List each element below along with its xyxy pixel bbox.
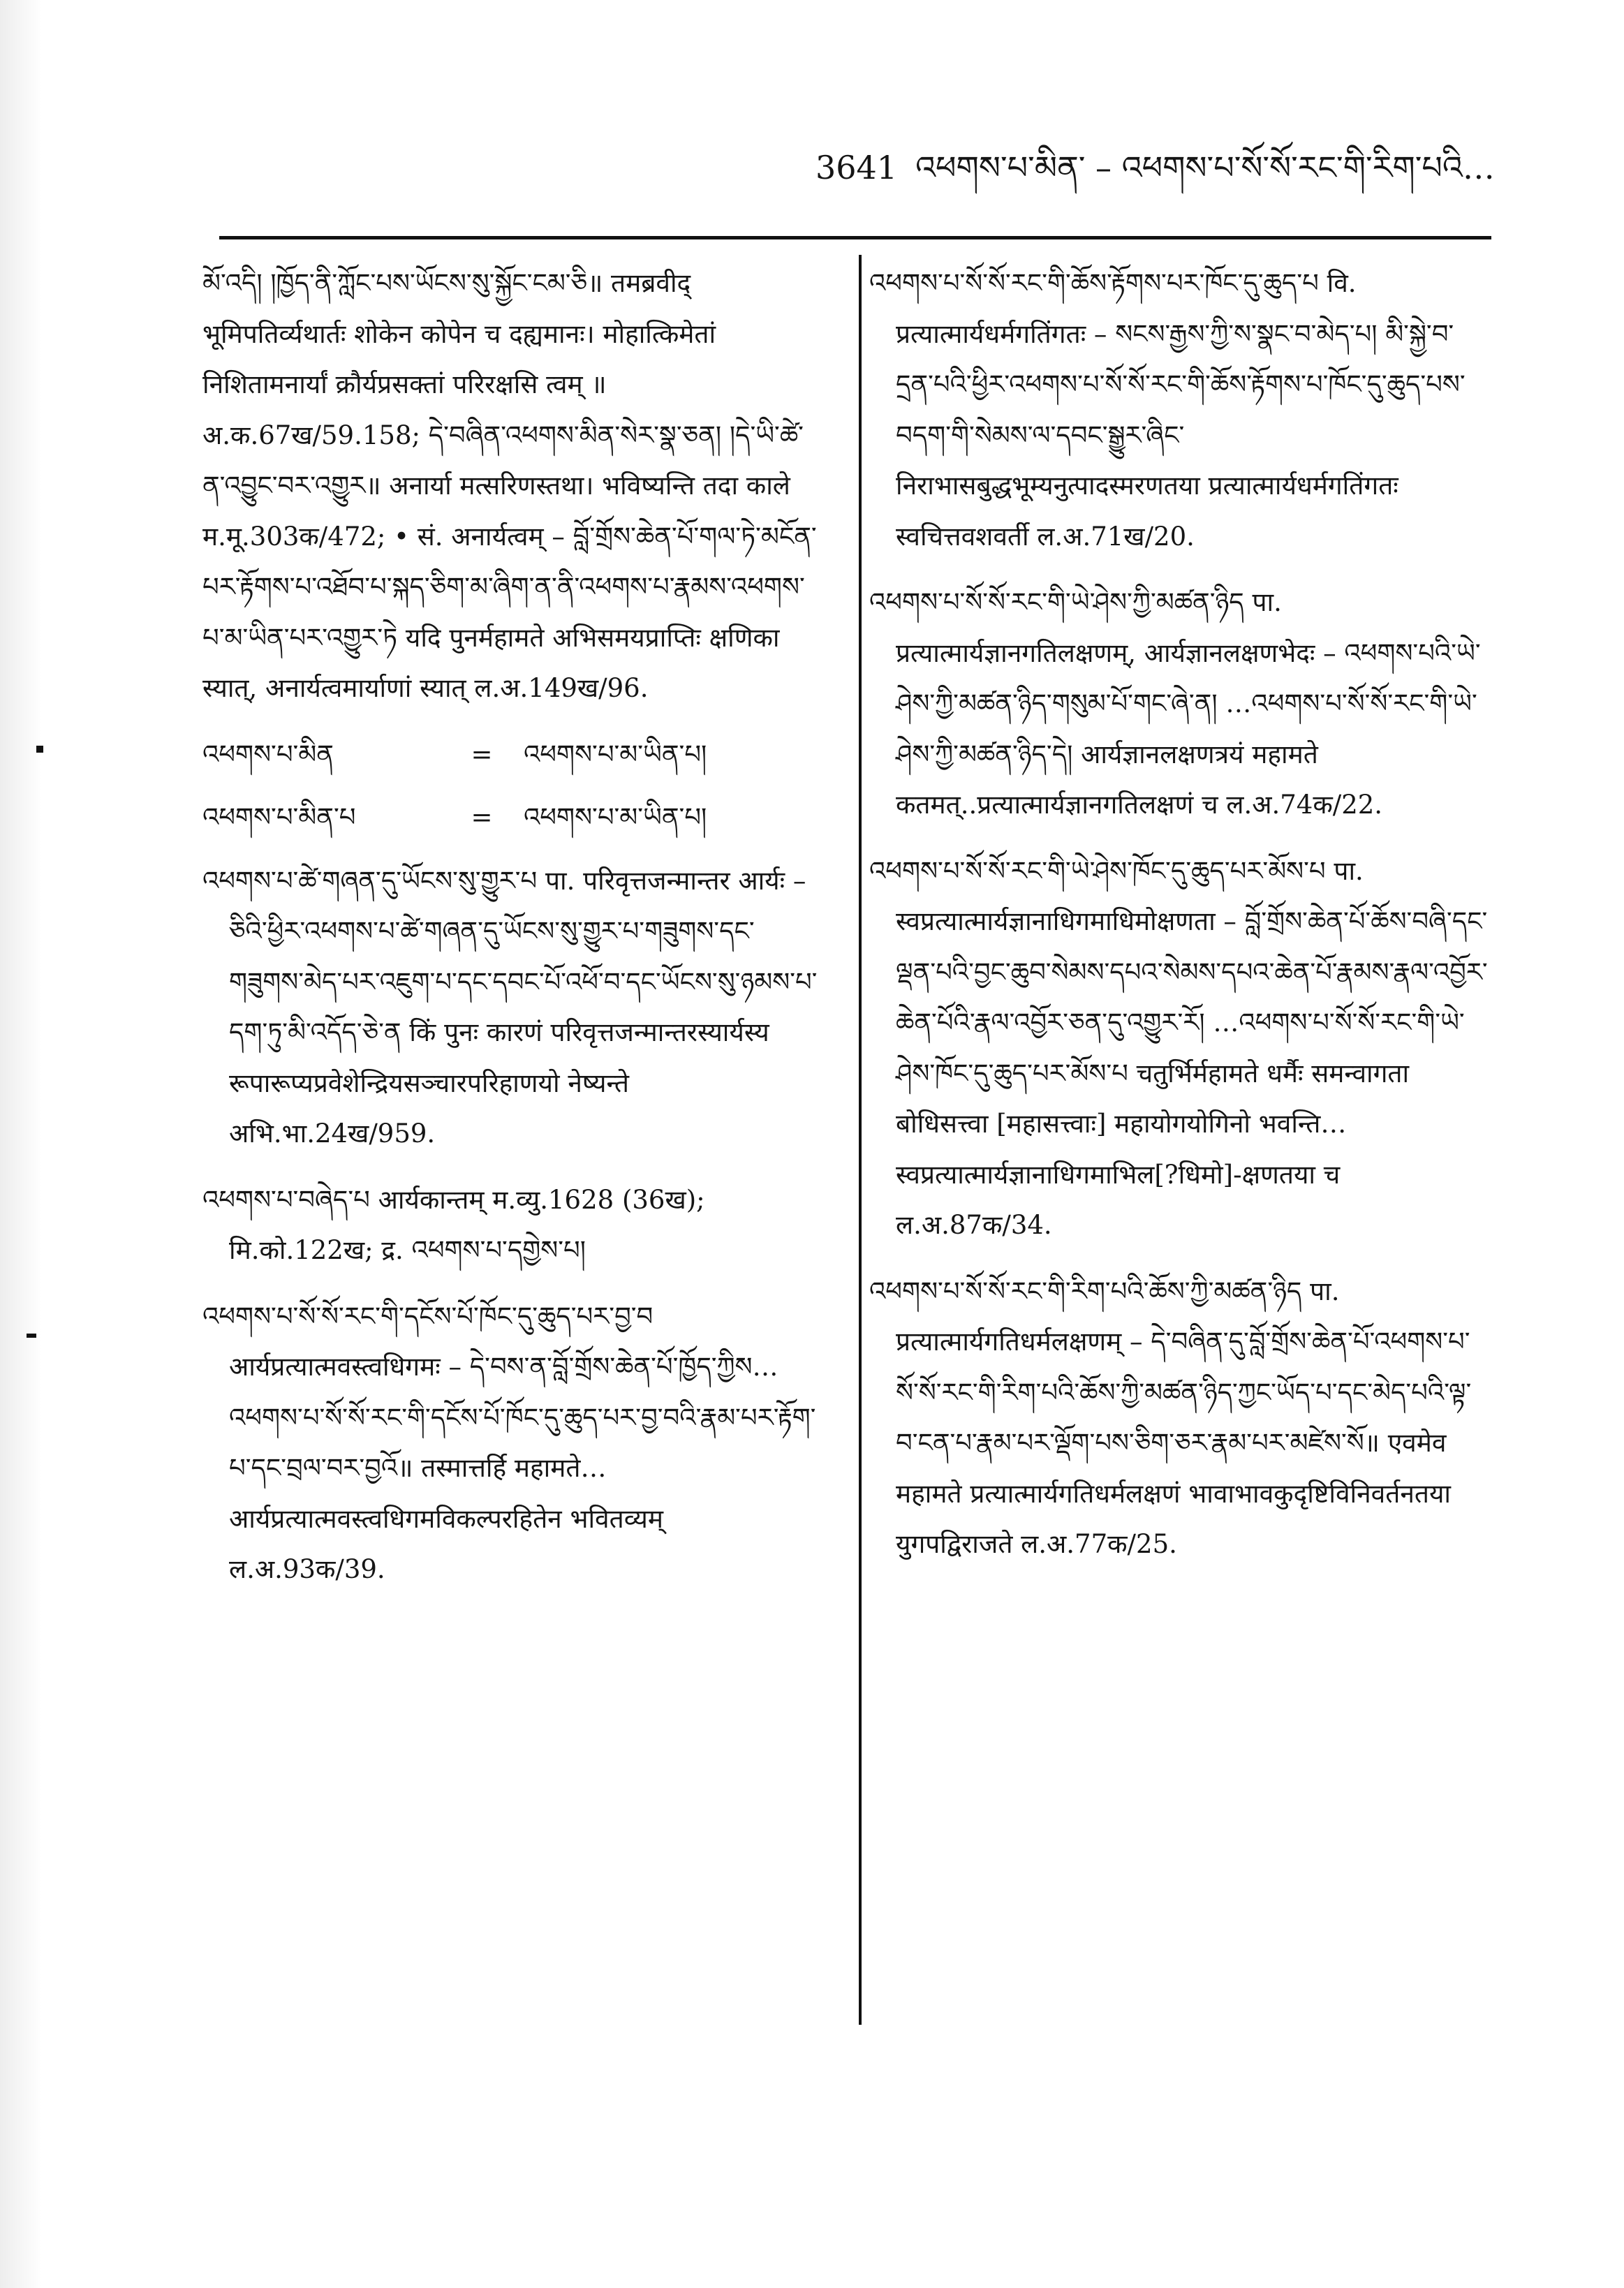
column-divider (859, 255, 862, 2025)
entry-headword: འཕགས་པ་ཚེ་གཞན་དུ་ཡོངས་སུ་གྱུར་པ (202, 865, 538, 896)
entry-headword: འཕགས་པ་སོ་སོ་རང་གི་ཡེ་ཤེས་ཁོང་དུ་ཆུད་པར་མོས་པ (869, 855, 1326, 886)
entry-definition: वि. प्रत्यात्मार्यधर्मगतिंगतः – སངས་རྒྱས་ཀྱི་ས་སྣང་བ་མེད་པ། མི་སྐྱེ་བ་དྲན་པའི་ཕྱིར་འཕགས་པ་སོ་སོ་རང་གི་ཆོས་རྟོགས་པ་ཁོང་དུ་ཆུད་པས་བདག་གི་སེམས་ལ་དབང་སྒྱུར་ཞིང་ निराभासबुद्धभूम्यनुत्पादस्मरणतया प्रत्यात्मार्यधर्मगतिंगतः स्वचित्तवशवर्ती ल.अ.71ख/20. (896, 268, 1466, 552)
dictionary-entry (202, 1292, 824, 1595)
left-column (202, 258, 824, 1611)
entry-definition: पा. प्रत्यात्मार्यज्ञानगतिलक्षणम्, आर्यज्ञानलक्षणभेदः – འཕགས་པའི་ཡེ་ཤེས་ཀྱི་མཚན་ཉིད་གསུམ་པོ་གང་ཞེ་ན། …འཕགས་པ་སོ་སོ་རང་གི་ཡེ་ཤེས་ཀྱི་མཚན་ཉིད་དེ། आर्यज्ञानलक्षणत्रयं महामते कतमत्..प्रत्यात्मार्यज्ञानगतिलक्षणं च ल.अ.74क/22. (896, 587, 1481, 820)
page-number: 3641 (815, 149, 898, 186)
entry-headword: འཕགས་པ་སོ་སོ་རང་གི་རིག་པའི་ཆོས་ཀྱི་མཚན་ཉིད (869, 1276, 1302, 1306)
running-title: འཕགས་པ་མིན་ – འཕགས་པ་སོ་སོ་རང་གི་རིག་པའི… (915, 149, 1495, 186)
dictionary-entry (869, 258, 1491, 562)
equals-sign: = (471, 802, 493, 832)
entry-headword: འཕགས་པ་སོ་སོ་རང་གི་དངོས་པོ་ཁོང་དུ་ཆུད་པར་བྱ་བ (202, 1301, 654, 1331)
dictionary-entry (202, 1175, 824, 1276)
dictionary-entry (869, 846, 1491, 1251)
entry-headword: འཕགས་པ་བཞེད་པ (202, 1184, 370, 1215)
dictionary-entry (869, 1267, 1491, 1570)
cross-reference (202, 792, 824, 843)
dictionary-entry (869, 577, 1491, 831)
entry-definition: पा. परिवृत्तजन्मान्तर आर्यः – ཅིའི་ཕྱིར་འཕགས་པ་ཚེ་གཞན་དུ་ཡོངས་སུ་གྱུར་པ་གཟུགས་དང་གཟུགས་མེད་པར་འཇུག་པ་དང་དབང་པོ་འཕོ་བ་དང་ཡོངས་སུ་ཉམས་པ་དག་ཏུ་མི་འདོད་ཅེ་ན किं पुनः कारणं परिवृत्तजन्मान्तरस्यार्यस्य रूपारूप्यप्रवेशेन्द्रियसञ्चारपरिहाणयो नेष्यन्ते अभि.भा.24ख/959. (229, 865, 818, 1149)
cross-ref-target: འཕགས་པ་མ་ཡིན་པ། (524, 802, 707, 832)
margin-mark (27, 1334, 36, 1338)
cross-reference (202, 730, 824, 781)
entry-definition: पा. स्वप्रत्यात्मार्यज्ञानाधिगमाधिमोक्षणता – བློ་གྲོས་ཆེན་པོ་ཆོས་བཞི་དང་ལྡན་པའི་བྱང་ཆུབ་སེམས་དཔའ་སེམས་དཔའ་ཆེན་པོ་རྣམས་རྣལ་འབྱོར་ཆེན་པོའི་རྣལ་འབྱོར་ཅན་དུ་འགྱུར་རོ། …འཕགས་པ་སོ་སོ་རང་གི་ཡེ་ཤེས་ཁོང་དུ་ཆུད་པར་མོས་པ चतुर्भिर्महामते धर्मैः समन्वागता बोधिसत्त्वा [महासत्त्वाः] महायोगयोगिनो भवन्ति…स्वप्रत्यात्मार्यज्ञानाधिगमाभिल[?धिमो]-क्षणतया च ल.अ.87क/34. (896, 855, 1488, 1240)
right-column (869, 258, 1491, 1586)
continued-entry: མོ་འདི། །ཁྱོད་ནི་ཀློང་པས་ཡོངས་སུ་སྐྱོང་ངམ་ཅི॥ तमब्रवीद् भूमिपतिर्व्यथार्तः शोकेन कोपेन च दह्यमानः। मोहात्किमेतां निशितामनार्यां क्रौर्यप्रसक्तां परिरक्षसि त्वम् ॥ अ.क.67ख/59.158; དེ་བཞིན་འཕགས་མིན་སེར་སྣ་ཅན། །དེ་ཡི་ཚེ་ན་འབྱུང་བར་འགྱུར॥ अनार्या मत्सरिणस्तथा। भविष्यन्ति तदा काले म.मू.303क/472; • सं. अनार्यत्वम् – བློ་གྲོས་ཆེན་པོ་གལ་ཏེ་མངོན་པར་རྟོགས་པ་འཐོབ་པ་སྐད་ཅིག་མ་ཞིག་ན་ནི་འཕགས་པ་རྣམས་འཕགས་པ་མ་ཡིན་པར་འགྱུར་ཏེ यदि पुनर्महामते अभिसमयप्राप्तिः क्षणिका स्यात्, अनार्यत्वमार्याणां स्यात् ल.अ.149ख/96. (202, 268, 817, 703)
margin-mark (36, 746, 43, 753)
page-header (815, 147, 1514, 189)
cross-ref-term: འཕགས་པ་མིན (202, 739, 334, 769)
equals-sign: = (471, 739, 493, 769)
entry-definition: आर्यकान्तम् म.व्यु.1628 (36ख); मि.को.122ख; द्र. འཕགས་པ་དགྱེས་པ། (229, 1184, 705, 1265)
entry-definition: पा. प्रत्यात्मार्यगतिधर्मलक्षणम् – དེ་བཞིན་དུ་བློ་གྲོས་ཆེན་པོ་འཕགས་པ་སོ་སོ་རང་གི་རིག་པའི་ཆོས་ཀྱི་མཚན་ཉིད་ཀྱང་ཡོད་པ་དང་མེད་པའི་ལྟ་བ་ངན་པ་རྣམ་པར་ལྡོག་པས་ཅིག་ཅར་རྣམ་པར་མཛེས་སོ॥ एवमेव महामते प्रत्यात्मार्यगतिधर्मलक्षणं भावाभावकुदृष्टिविनिवर्तनतया युगपद्विराजते ल.अ.77क/25. (896, 1276, 1472, 1559)
header-rule (219, 236, 1491, 239)
cross-ref-term: འཕགས་པ་མིན་པ (202, 802, 356, 832)
dictionary-entry (202, 856, 824, 1160)
entry-definition: आर्यप्रत्यात्मवस्त्वधिगमः – དེ་བས་ན་བློ་གྲོས་ཆེན་པོ་ཁྱོད་ཀྱིས…འཕགས་པ་སོ་སོ་རང་གི་དངོས་པོ་ཁོང་དུ་ཆུད་པར་བྱ་བའི་རྣམ་པར་རྟོག་པ་དང་བྲལ་བར་བྱའོ॥ तस्मात्तर्हि महामते… आर्यप्रत्यात्मवस्त्वधिगमविकल्परहितेन भवितव्यम् ल.अ.93क/39. (229, 1352, 816, 1584)
scan-shadow (0, 0, 42, 2288)
entry-headword: འཕགས་པ་སོ་སོ་རང་གི་ཆོས་རྟོགས་པར་ཁོང་དུ་ཆུད་པ (869, 268, 1319, 298)
cross-ref-target: འཕགས་པ་མ་ཡིན་པ། (524, 739, 707, 769)
entry-headword: འཕགས་པ་སོ་སོ་རང་གི་ཡེ་ཤེས་ཀྱི་མཚན་ཉིད (869, 587, 1244, 617)
